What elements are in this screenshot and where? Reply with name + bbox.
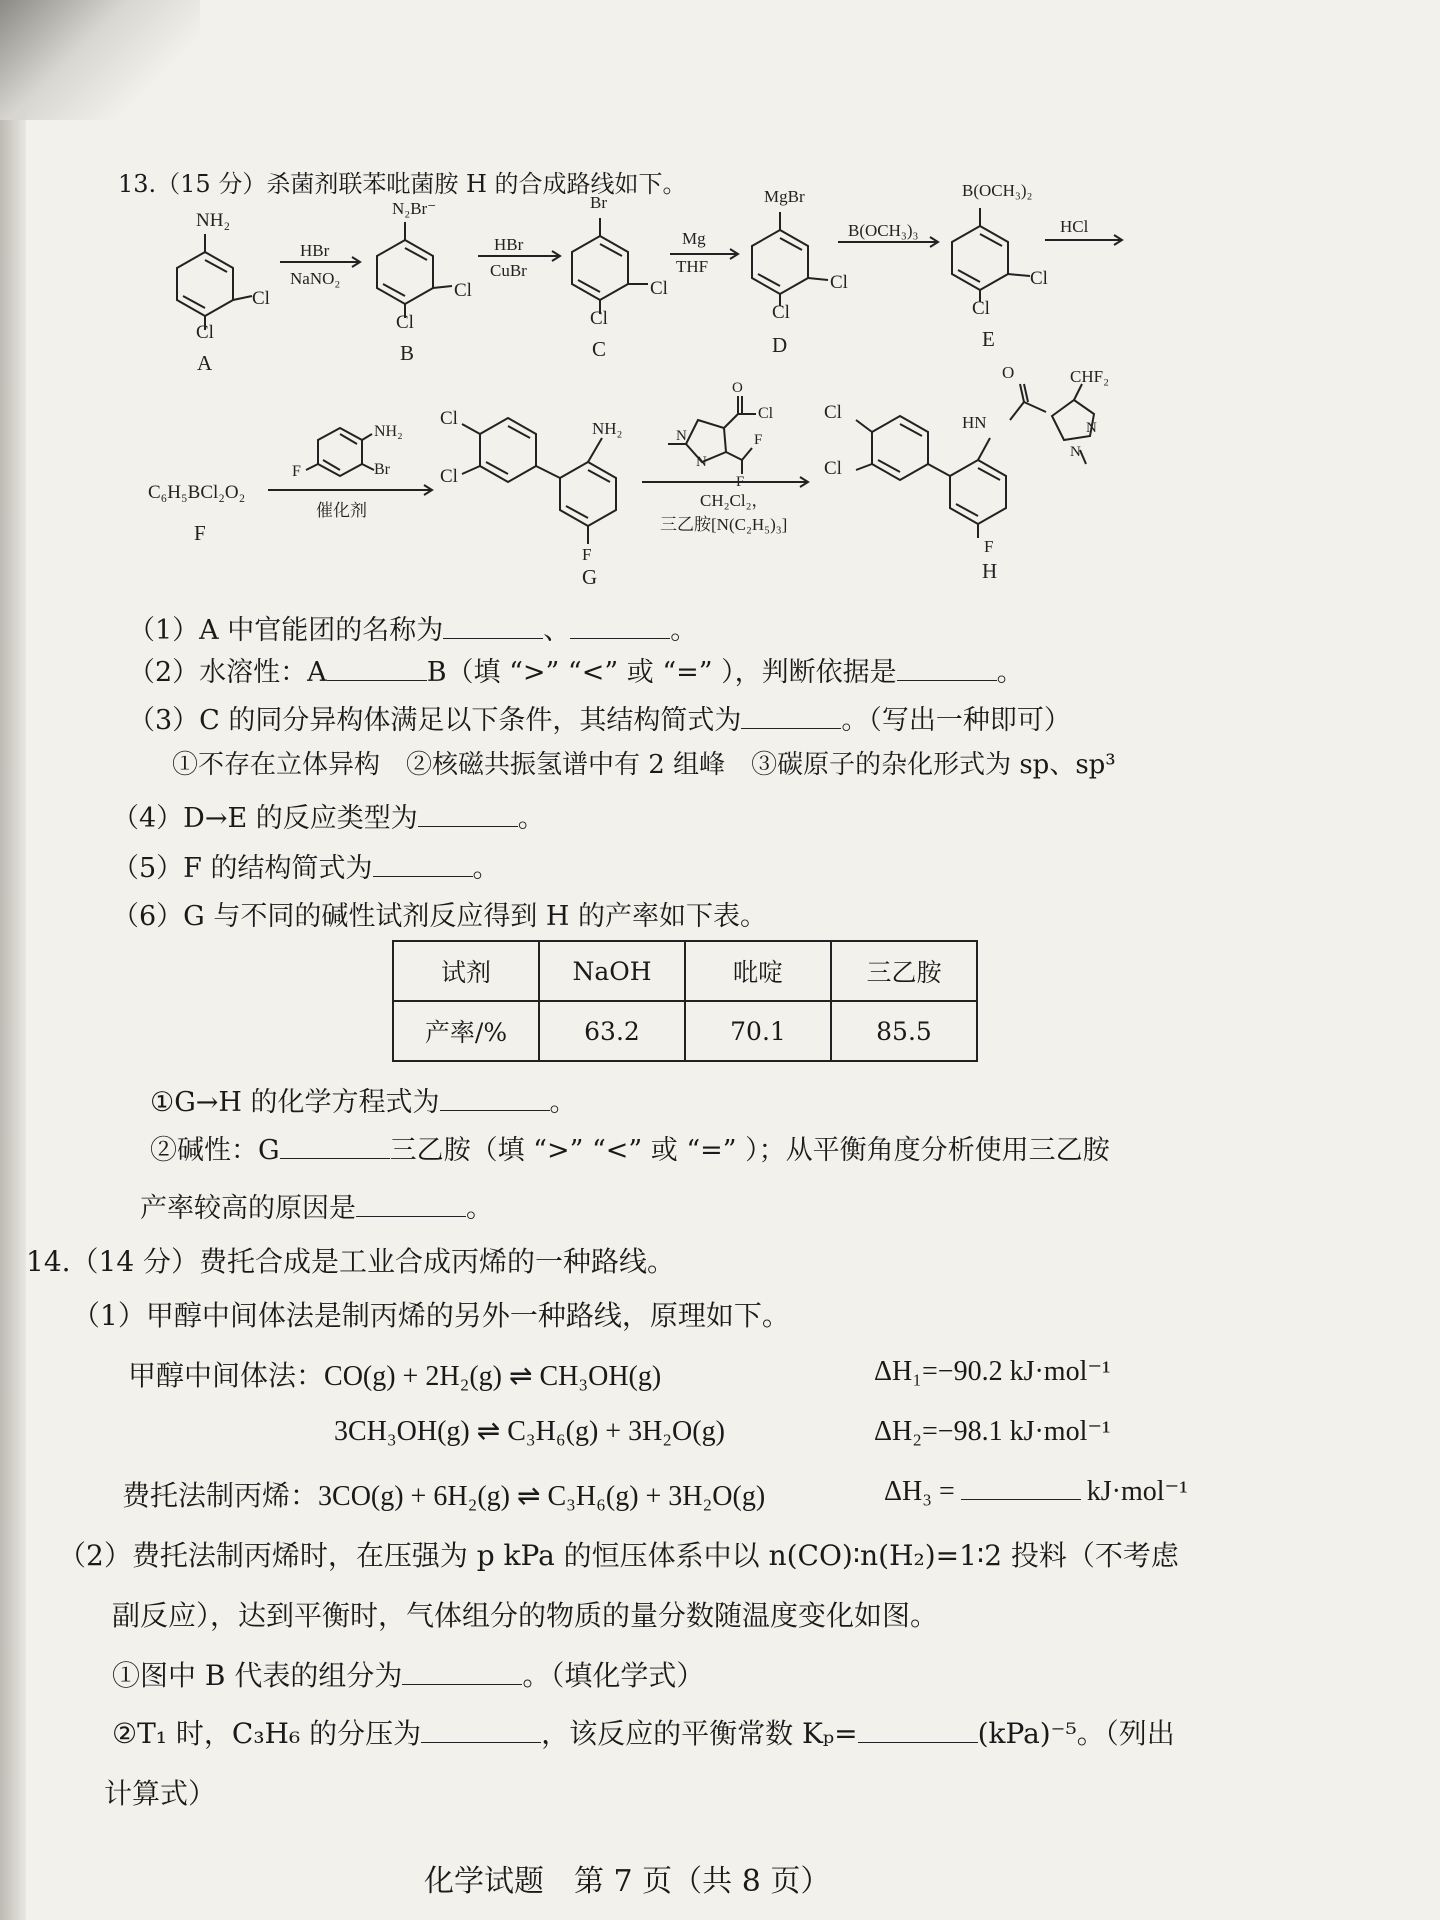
arrow2-bottom: CuBr bbox=[490, 261, 527, 280]
label-F: F bbox=[194, 521, 206, 545]
E-cl4: Cl bbox=[972, 298, 990, 319]
q14-2-2-cont: 计算式） bbox=[104, 1777, 217, 1810]
q13-header: 13.（15 分）杀菌剂联苯吡菌胺 H 的合成路线如下。 bbox=[118, 170, 687, 198]
q14-header: 14.（14 分）费托合成是工业合成丙烯的一种路线。 bbox=[26, 1245, 676, 1278]
label-C: C bbox=[592, 337, 607, 361]
H-n2: N bbox=[1070, 444, 1081, 460]
table-header-cell: 三乙胺 bbox=[831, 941, 977, 1001]
arrow2-top: HBr bbox=[494, 235, 524, 254]
answer-blank[interactable] bbox=[443, 637, 543, 639]
D-mgbr: MgBr bbox=[764, 187, 805, 206]
G-cl-a: Cl bbox=[440, 408, 458, 429]
A-cl4: Cl bbox=[196, 322, 214, 343]
answer-blank[interactable] bbox=[961, 1498, 1081, 1500]
H-f: F bbox=[984, 537, 994, 556]
C-cl4: Cl bbox=[590, 308, 608, 329]
q13-1: （1）A 中官能团的名称为 、 。 bbox=[128, 615, 698, 646]
table-header-cell: NaOH bbox=[539, 941, 685, 1001]
eq2-dh: ΔH₂=−98.1 kJ·mol⁻¹ bbox=[874, 1416, 1111, 1447]
eq3: 费托法制丙烯：3CO(g) + 6H₂(g) ⇌ C₃H₆(g) + 3H₂O(g) bbox=[122, 1481, 766, 1512]
synthesis-scheme bbox=[0, 170, 1440, 610]
answer-blank[interactable] bbox=[418, 825, 518, 827]
q14-2-cont: 副反应），达到平衡时，气体组分的物质的量分数随温度变化如图。 bbox=[112, 1599, 939, 1632]
q14-2: （2）费托法制丙烯时，在压强为 p kPa 的恒压体系中以 n(CO)∶n(H₂)=1∶2 投料（不考虑 bbox=[58, 1539, 1179, 1572]
reagent6-br: Br bbox=[374, 461, 390, 478]
E-cl3: Cl bbox=[1030, 268, 1048, 289]
answer-blank[interactable] bbox=[327, 679, 427, 681]
yield-table bbox=[392, 940, 978, 1062]
q13-6-1: ①G→H 的化学方程式为 。 bbox=[150, 1087, 577, 1118]
G-nh2: NH₂ bbox=[592, 419, 623, 438]
H-hn: HN bbox=[962, 413, 987, 432]
table-header-row bbox=[393, 941, 977, 1001]
A-cl3: Cl bbox=[252, 288, 270, 309]
H-cl-a: Cl bbox=[824, 402, 842, 423]
arrow4-top: B(OCH₃)₃ bbox=[848, 221, 919, 240]
reagent7-cl: Cl bbox=[758, 405, 774, 422]
H-chf2: CHF₂ bbox=[1070, 367, 1109, 386]
arrow7-bottom2: 三乙胺[N(C₂H₅)₃] bbox=[660, 515, 788, 534]
answer-blank[interactable] bbox=[858, 1741, 978, 1743]
q14-2-1: ①图中 B 代表的组分为 。（填化学式） bbox=[112, 1659, 705, 1692]
B-cl3: Cl bbox=[454, 280, 472, 301]
label-E: E bbox=[982, 327, 995, 351]
q13-6: （6）G 与不同的碱性试剂反应得到 H 的产率如下表。 bbox=[112, 901, 768, 932]
C-cl3: Cl bbox=[650, 278, 668, 299]
q14-2-2: ②T₁ 时，C₃H₆ 的分压为 ，该反应的平衡常数 Kₚ= (kPa)⁻⁵。（列出 bbox=[112, 1717, 1175, 1750]
reagent7-n2: N bbox=[696, 454, 707, 470]
reagent7-f1: F bbox=[754, 432, 763, 448]
arrow3-top: Mg bbox=[682, 229, 706, 248]
answer-blank[interactable] bbox=[421, 1741, 541, 1743]
label-G: G bbox=[582, 565, 598, 589]
q13-3: （3）C 的同分异构体满足以下条件，其结构简式为 。（写出一种即可） bbox=[128, 705, 1071, 736]
q13-6-2-cont: 产率较高的原因是 。 bbox=[140, 1193, 493, 1224]
label-H: H bbox=[982, 559, 998, 583]
table-cell: 70.1 bbox=[685, 1001, 831, 1061]
page-corner-shadow bbox=[0, 0, 200, 120]
table-header-cell: 吡啶 bbox=[685, 941, 831, 1001]
q13-2: （2）水溶性：A B（填 “>” “<” 或 “=” ），判断依据是 。 bbox=[128, 657, 1024, 688]
H-cl-b: Cl bbox=[824, 458, 842, 479]
C-br: Br bbox=[590, 193, 607, 212]
reagent6-nh2: NH₂ bbox=[374, 423, 403, 440]
answer-blank[interactable] bbox=[356, 1215, 466, 1217]
A-nh2: NH₂ bbox=[196, 210, 231, 231]
H-n1: N bbox=[1086, 420, 1097, 436]
answer-blank[interactable] bbox=[741, 727, 841, 729]
reagent6-f: F bbox=[292, 463, 301, 480]
eq1-dh: ΔH₁=−90.2 kJ·mol⁻¹ bbox=[874, 1356, 1111, 1387]
eq2: 3CH₃OH(g) ⇌ C₃H₆(g) + 3H₂O(g) bbox=[334, 1416, 725, 1447]
answer-blank[interactable] bbox=[440, 1109, 550, 1111]
arrow5-top: HCl bbox=[1060, 217, 1089, 236]
q13-4: （4）D→E 的反应类型为 。 bbox=[112, 803, 545, 834]
table-row bbox=[393, 1001, 977, 1061]
page-footer: 化学试题 第 7 页（共 8 页） bbox=[424, 1864, 831, 1899]
table-cell: 85.5 bbox=[831, 1001, 977, 1061]
arrow1-bottom: NaNO₂ bbox=[290, 269, 341, 288]
B-diazonium: N₂Br⁻ bbox=[392, 199, 437, 218]
table-cell: 63.2 bbox=[539, 1001, 685, 1061]
reagent7-n1: N bbox=[676, 428, 687, 444]
q13-6-2: ②碱性：G 三乙胺（填 “>” “<” 或 “=” ）；从平衡角度分析使用三乙胺 bbox=[150, 1135, 1110, 1166]
arrow1-top: HBr bbox=[300, 241, 330, 260]
arrow7-bottom1: CH₂Cl₂， bbox=[700, 491, 769, 510]
eq1: 甲醇中间体法：CO(g) + 2H₂(g) ⇌ CH₃OH(g) bbox=[128, 1361, 662, 1392]
label-D: D bbox=[772, 333, 788, 357]
eq3-dh: ΔH₃ = kJ·mol⁻¹ bbox=[884, 1476, 1188, 1507]
G-f: F bbox=[582, 545, 592, 564]
reagent7-f2: F bbox=[736, 474, 745, 490]
H-o: O bbox=[1002, 363, 1015, 382]
table-cell: 产率/% bbox=[393, 1001, 539, 1061]
answer-blank[interactable] bbox=[897, 679, 997, 681]
F-formula: C₆H₅BCl₂O₂ bbox=[148, 482, 246, 503]
D-cl3: Cl bbox=[830, 272, 848, 293]
q13-5: （5）F 的结构简式为 。 bbox=[112, 853, 500, 884]
table-header-cell: 试剂 bbox=[393, 941, 539, 1001]
arrow6-bottom: 催化剂 bbox=[316, 501, 367, 520]
answer-blank[interactable] bbox=[402, 1683, 522, 1685]
q13-3-conditions: ①不存在立体异构 ②核磁共振氢谱中有 2 组峰 ③碳原子的杂化形式为 sp、sp³ bbox=[172, 750, 1116, 780]
answer-blank[interactable] bbox=[280, 1157, 390, 1159]
answer-blank[interactable] bbox=[373, 875, 473, 877]
E-boron: B(OCH₃)₂ bbox=[962, 181, 1033, 200]
G-cl-b: Cl bbox=[440, 466, 458, 487]
B-cl4: Cl bbox=[396, 312, 414, 333]
label-B: B bbox=[400, 341, 415, 365]
answer-blank[interactable] bbox=[570, 637, 670, 639]
q14-1: （1）甲醇中间体法是制丙烯的另外一种路线，原理如下。 bbox=[72, 1299, 790, 1332]
D-cl4: Cl bbox=[772, 302, 790, 323]
reagent7-o: O bbox=[732, 380, 743, 396]
arrow3-bottom: THF bbox=[676, 257, 709, 276]
label-A: A bbox=[197, 351, 213, 375]
